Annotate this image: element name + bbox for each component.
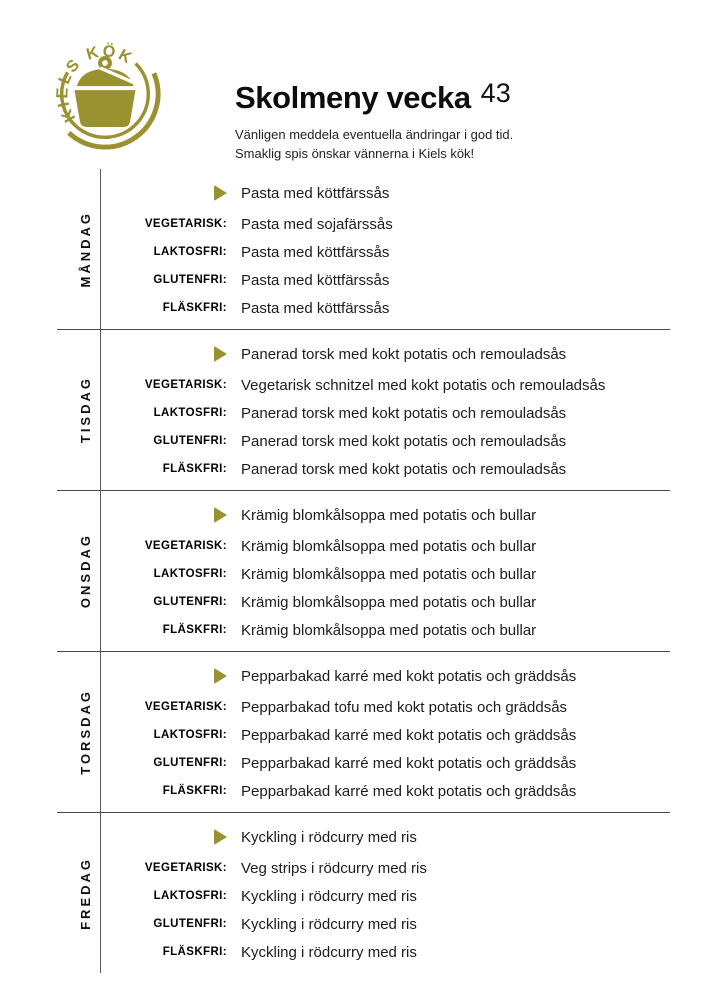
page-title: Skolmeny vecka xyxy=(235,80,471,115)
diet-dish-text: Panerad torsk med kokt potatis och remouladsås xyxy=(241,460,567,478)
title-line xyxy=(235,80,513,116)
main-dish-arrow-icon xyxy=(214,346,227,362)
menu-row-main xyxy=(101,500,670,530)
day-dishes xyxy=(101,813,670,973)
menu-row xyxy=(101,777,670,805)
diet-dish-text: Pasta med köttfärssås xyxy=(241,299,390,317)
diet-dish-text: Veg strips i rödcurry med ris xyxy=(241,859,427,877)
main-dish-marker xyxy=(101,185,227,201)
day-label-column xyxy=(57,330,101,490)
menu-row xyxy=(101,399,670,427)
day-label-column xyxy=(57,169,101,329)
diet-dish-text: Vegetarisk schnitzel med kokt potatis och remouladsås xyxy=(241,376,606,394)
intro-text xyxy=(235,125,513,163)
menu-row-main xyxy=(101,339,670,369)
diet-dish-text: Kyckling i rödcurry med ris xyxy=(241,915,417,933)
menu-row xyxy=(101,938,670,966)
day-name: MÅNDAG xyxy=(77,210,93,288)
menu-row xyxy=(101,616,670,644)
main-dish-marker xyxy=(101,507,227,523)
diet-label: FLÄSKFRI: xyxy=(162,785,227,797)
intro-line-2: Smaklig spis önskar vännerna i Kiels kök! xyxy=(235,146,475,161)
diet-dish-text: Krämig blomkålsoppa med potatis och bullar xyxy=(241,621,537,639)
menu-row xyxy=(101,693,670,721)
menu-row xyxy=(101,532,670,560)
diet-label: GLUTENFRI: xyxy=(153,918,227,930)
menu-row xyxy=(101,588,670,616)
diet-label: GLUTENFRI: xyxy=(153,757,227,769)
day-label-column xyxy=(57,813,101,973)
menu-row xyxy=(101,210,670,238)
menu-row xyxy=(101,294,670,322)
diet-dish-text: Pasta med köttfärssås xyxy=(241,243,390,261)
main-dish-arrow-icon xyxy=(214,507,227,523)
diet-dish-text: Pasta med sojafärssås xyxy=(241,215,393,233)
menu-row xyxy=(101,371,670,399)
menu-row xyxy=(101,721,670,749)
diet-dish-text: Pepparbakad tofu med kokt potatis och gräddsås xyxy=(241,698,568,716)
diet-label: VEGETARISK: xyxy=(144,862,227,874)
diet-label: LAKTOSFRI: xyxy=(153,407,227,419)
day-section xyxy=(57,813,670,973)
diet-label: GLUTENFRI: xyxy=(153,435,227,447)
main-dish-text: Krämig blomkålsoppa med potatis och bullar xyxy=(241,506,537,524)
diet-label: LAKTOSFRI: xyxy=(153,890,227,902)
menu xyxy=(57,169,670,973)
pot-body-icon xyxy=(75,90,136,127)
main-dish-marker xyxy=(101,668,227,684)
diet-dish-text: Pepparbakad karré med kokt potatis och gräddsås xyxy=(241,754,577,772)
diet-label: VEGETARISK: xyxy=(144,379,227,391)
menu-row-main xyxy=(101,661,670,691)
day-name: TISDAG xyxy=(77,376,93,444)
day-section xyxy=(57,491,670,652)
main-dish-text: Pasta med köttfärssås xyxy=(241,184,390,202)
menu-row xyxy=(101,238,670,266)
menu-row xyxy=(101,854,670,882)
main-dish-text: Panerad torsk med kokt potatis och remouladsås xyxy=(241,345,567,363)
day-name: FREDAG xyxy=(77,856,93,930)
diet-label: GLUTENFRI: xyxy=(153,596,227,608)
day-section xyxy=(57,169,670,330)
diet-label: FLÄSKFRI: xyxy=(162,624,227,636)
diet-dish-text: Kyckling i rödcurry med ris xyxy=(241,887,417,905)
menu-row xyxy=(101,266,670,294)
day-section xyxy=(57,652,670,813)
logo-brand-textpath: KIELS KÖK xyxy=(53,41,137,126)
menu-row-main xyxy=(101,822,670,852)
day-dishes xyxy=(101,330,670,490)
menu-row xyxy=(101,455,670,483)
kiels-kok-logo xyxy=(46,32,164,156)
diet-dish-text: Pasta med köttfärssås xyxy=(241,271,390,289)
header xyxy=(235,80,513,163)
diet-label: LAKTOSFRI: xyxy=(153,246,227,258)
main-dish-arrow-icon xyxy=(214,185,227,201)
diet-dish-text: Pepparbakad karré med kokt potatis och gräddsås xyxy=(241,726,577,744)
diet-label: VEGETARISK: xyxy=(144,218,227,230)
main-dish-text: Pepparbakad karré med kokt potatis och gräddsås xyxy=(241,667,577,685)
main-dish-marker xyxy=(101,829,227,845)
diet-dish-text: Krämig blomkålsoppa med potatis och bullar xyxy=(241,537,537,555)
week-number: 43 xyxy=(480,78,511,108)
diet-dish-text: Krämig blomkålsoppa med potatis och bullar xyxy=(241,565,537,583)
day-label-column xyxy=(57,652,101,812)
main-dish-text: Kyckling i rödcurry med ris xyxy=(241,828,417,846)
diet-label: FLÄSKFRI: xyxy=(162,946,227,958)
main-dish-arrow-icon xyxy=(214,829,227,845)
day-dishes xyxy=(101,491,670,651)
menu-row xyxy=(101,910,670,938)
day-dishes xyxy=(101,169,670,329)
diet-dish-text: Krämig blomkålsoppa med potatis och bullar xyxy=(241,593,537,611)
diet-label: LAKTOSFRI: xyxy=(153,568,227,580)
day-section xyxy=(57,330,670,491)
diet-dish-text: Pepparbakad karré med kokt potatis och gräddsås xyxy=(241,782,577,800)
menu-row xyxy=(101,427,670,455)
diet-dish-text: Panerad torsk med kokt potatis och remouladsås xyxy=(241,404,567,422)
day-label-column xyxy=(57,491,101,651)
diet-label: VEGETARISK: xyxy=(144,540,227,552)
main-dish-arrow-icon xyxy=(214,668,227,684)
menu-row xyxy=(101,882,670,910)
diet-dish-text: Panerad torsk med kokt potatis och remouladsås xyxy=(241,432,567,450)
day-name: ONSDAG xyxy=(77,533,93,609)
intro-line-1: Vänligen meddela eventuella ändringar i god tid. xyxy=(235,127,514,142)
day-dishes xyxy=(101,652,670,812)
day-name: TORSDAG xyxy=(77,689,93,775)
menu-row-main xyxy=(101,178,670,208)
menu-row xyxy=(101,749,670,777)
main-dish-marker xyxy=(101,346,227,362)
diet-dish-text: Kyckling i rödcurry med ris xyxy=(241,943,417,961)
diet-label: FLÄSKFRI: xyxy=(162,463,227,475)
menu-row xyxy=(101,560,670,588)
diet-label: FLÄSKFRI: xyxy=(162,302,227,314)
diet-label: GLUTENFRI: xyxy=(153,274,227,286)
diet-label: LAKTOSFRI: xyxy=(153,729,227,741)
diet-label: VEGETARISK: xyxy=(144,701,227,713)
